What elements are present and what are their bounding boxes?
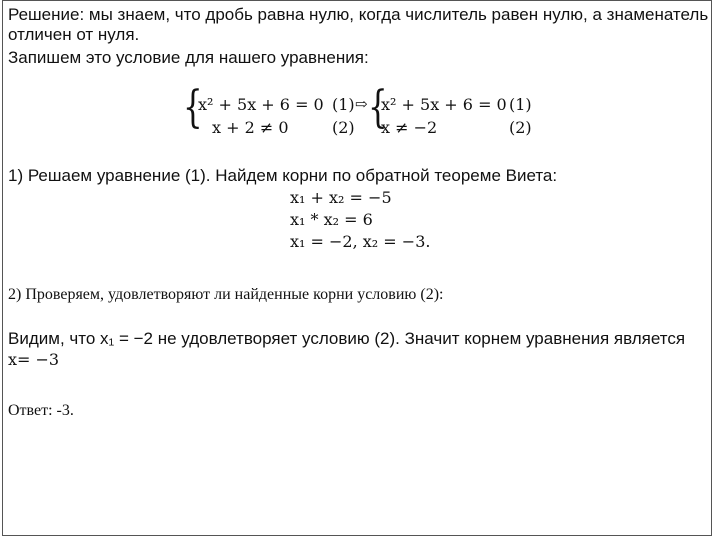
conclusion-line-1: Видим, что x₁ = −2 не удовлетворяет условию (2). Значит корнем уравнения является (8, 329, 686, 348)
conclusion-line-2: x= −3 (8, 350, 60, 369)
right-equation-2: x ≠ −2 (381, 118, 438, 137)
vieta-product: x₁ * x₂ = 6 (290, 210, 373, 229)
implies-arrow-icon: ⇨ (355, 95, 368, 113)
slide-frame (2, 0, 712, 536)
left-label-2: (2) (332, 118, 355, 137)
right-brace: { (368, 82, 388, 133)
left-equation-2: x + 2 ≠ 0 (212, 118, 289, 137)
left-label-1: (1) (332, 95, 355, 114)
right-label-2: (2) (509, 118, 532, 137)
answer-text: Ответ: -3. (8, 402, 74, 419)
intro-line-3: Запишем это условие для нашего уравнения: (8, 48, 369, 67)
intro-line-2: отличен от нуля. (8, 25, 140, 44)
vieta-sum: x₁ + x₂ = −5 (290, 188, 392, 207)
roots: x₁ = −2, x₂ = −3. (290, 232, 431, 251)
right-label-1: (1) (509, 95, 532, 114)
step-1-text: 1) Решаем уравнение (1). Найдем корни по обратной теореме Виета: (8, 166, 558, 185)
intro-line-1: Решение: мы знаем, что дробь равна нулю, когда числитель равен нулю, а знаменатель (8, 5, 709, 24)
right-equation-1: x² + 5x + 6 = 0 (381, 95, 507, 114)
left-brace: { (183, 82, 203, 133)
left-equation-1: x² + 5x + 6 = 0 (198, 95, 324, 114)
step-2-text: 2) Проверяем, удовлетворяют ли найденные корни условию (2): (8, 286, 444, 303)
